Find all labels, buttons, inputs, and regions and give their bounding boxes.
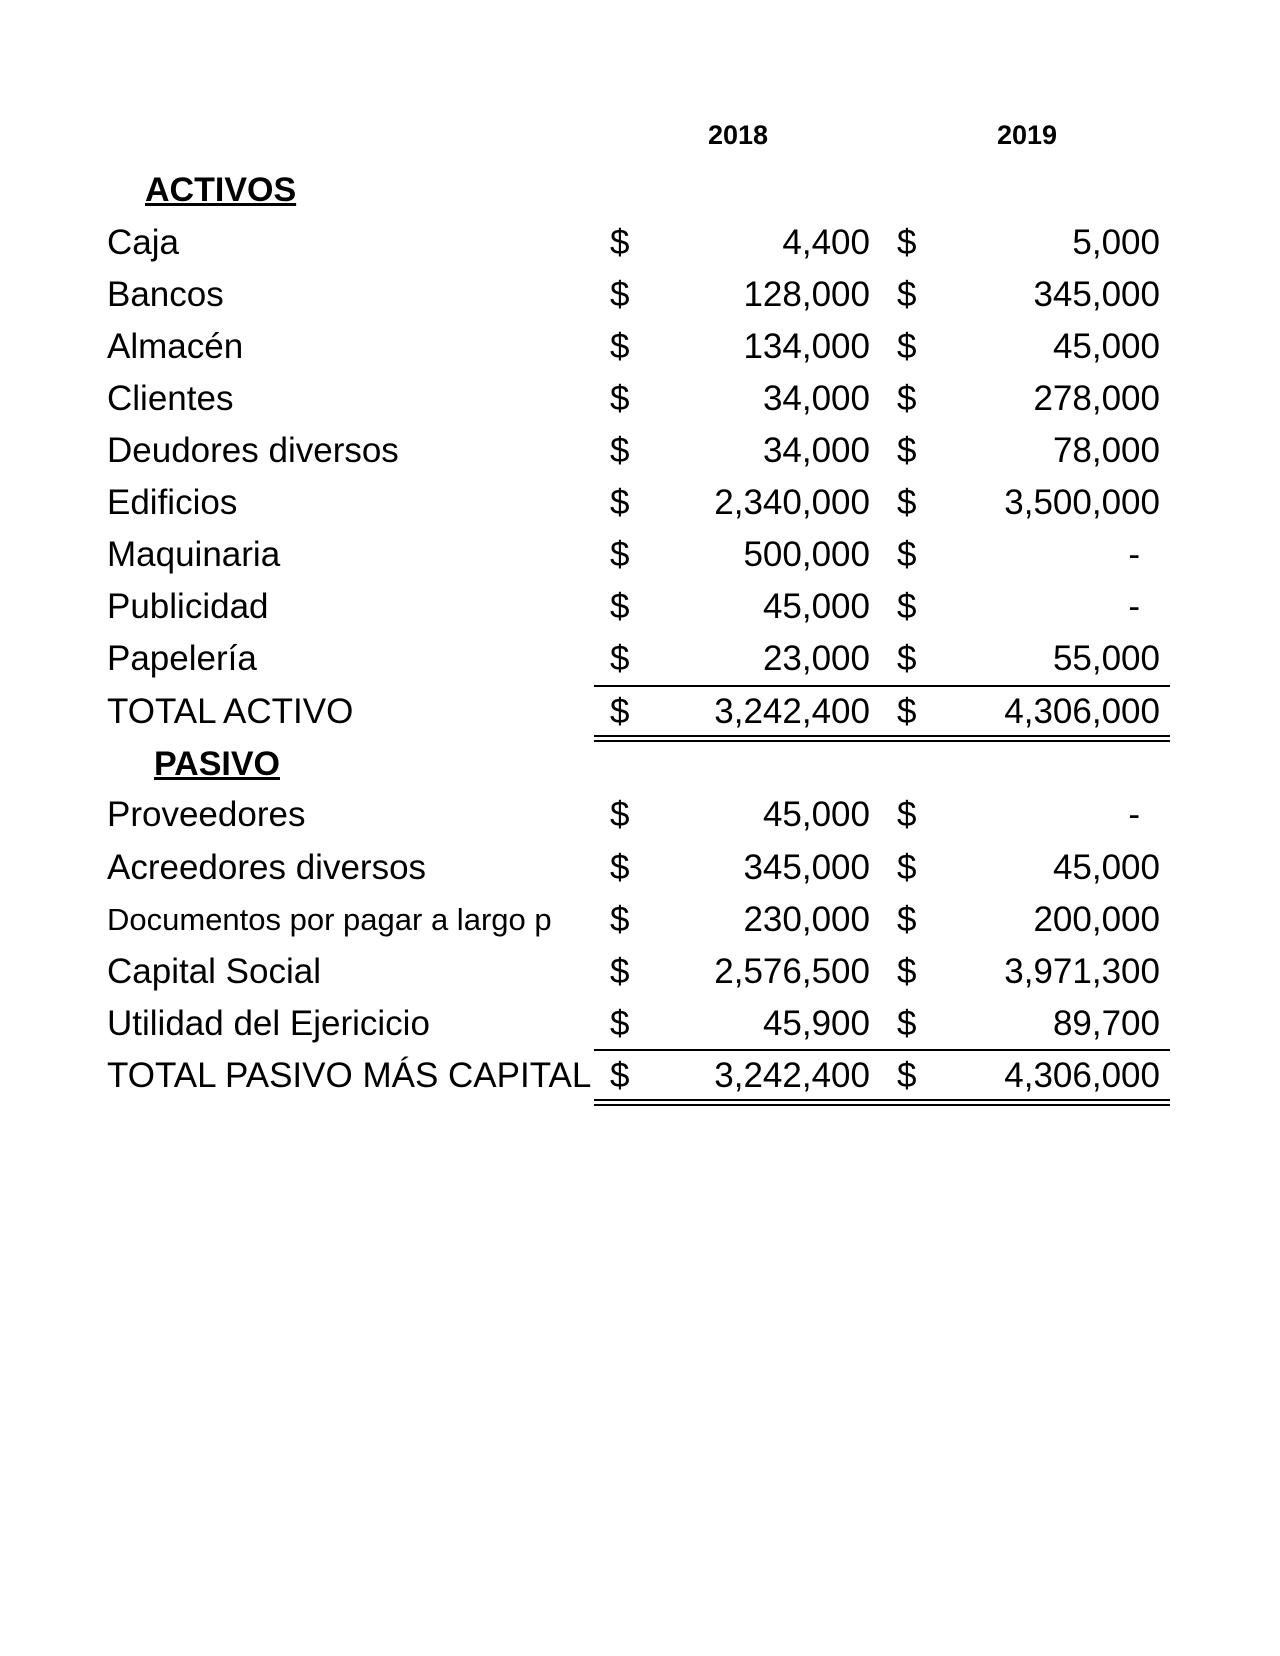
currency-symbol: $ <box>897 275 917 314</box>
total-value-2019: 4,306,000 <box>1004 1056 1160 1095</box>
row-label: Papelería <box>107 639 257 678</box>
value-2019: 5,000 <box>1072 223 1160 262</box>
row-label: Acreedores diversos <box>107 848 427 887</box>
row-label: Edificios <box>107 483 238 522</box>
currency-symbol: $ <box>610 795 630 834</box>
table-row <box>0 998 1280 1050</box>
value-2018: 128,000 <box>743 275 870 314</box>
table-row <box>0 633 1280 685</box>
currency-symbol: $ <box>610 431 630 470</box>
value-2018: 23,000 <box>762 639 870 678</box>
table-row <box>0 529 1280 581</box>
value-2018: 4,400 <box>782 223 870 262</box>
currency-symbol: $ <box>610 483 630 522</box>
value-2019: - <box>1128 795 1140 834</box>
row-label: Utilidad del Ejericicio <box>107 1004 430 1043</box>
currency-symbol: $ <box>897 535 917 574</box>
value-2018: 230,000 <box>743 900 870 939</box>
table-row <box>0 477 1280 529</box>
total-row-pasivo <box>0 1050 1280 1102</box>
currency-symbol: $ <box>610 952 630 991</box>
currency-symbol: $ <box>610 639 630 678</box>
total-double-rule <box>594 1099 1170 1106</box>
table-row <box>0 581 1280 633</box>
table-row <box>0 842 1280 894</box>
value-2018: 134,000 <box>743 327 870 366</box>
value-2018: 45,900 <box>762 1004 870 1043</box>
total-value-2019: 4,306,000 <box>1004 692 1160 731</box>
total-value-2018: 3,242,400 <box>714 692 870 731</box>
value-2019: 278,000 <box>1033 379 1160 418</box>
row-label: Publicidad <box>107 587 269 626</box>
row-label: Caja <box>107 223 179 262</box>
value-2019: - <box>1128 535 1140 574</box>
currency-symbol: $ <box>897 431 917 470</box>
row-label: TOTAL ACTIVO <box>107 692 354 731</box>
currency-symbol: $ <box>897 639 917 678</box>
table-row <box>0 373 1280 425</box>
value-2018: 45,000 <box>762 795 870 834</box>
row-label: Maquinaria <box>107 535 281 574</box>
section-title-activos: ACTIVOS <box>145 171 297 209</box>
value-2018: 500,000 <box>743 535 870 574</box>
currency-symbol: $ <box>897 379 917 418</box>
currency-symbol: $ <box>897 848 917 887</box>
currency-symbol: $ <box>610 848 630 887</box>
currency-symbol: $ <box>610 535 630 574</box>
currency-symbol: $ <box>897 587 917 626</box>
table-row <box>0 894 1280 946</box>
value-2018: 345,000 <box>743 848 870 887</box>
currency-symbol: $ <box>610 275 630 314</box>
currency-symbol: $ <box>610 1004 630 1043</box>
currency-symbol: $ <box>610 327 630 366</box>
value-2019: 45,000 <box>1052 327 1160 366</box>
currency-symbol: $ <box>610 1056 630 1095</box>
currency-symbol: $ <box>897 900 917 939</box>
column-header-2019: 2019 <box>996 120 1058 150</box>
value-2019: 3,500,000 <box>1004 483 1160 522</box>
row-label: TOTAL PASIVO MÁS CAPITAL <box>107 1056 592 1095</box>
row-label: Clientes <box>107 379 234 418</box>
row-label: Documentos por pagar a largo p <box>107 902 552 937</box>
total-row-activo <box>0 686 1280 738</box>
currency-symbol: $ <box>897 1056 917 1095</box>
table-row <box>0 217 1280 269</box>
currency-symbol: $ <box>610 379 630 418</box>
column-header-2018: 2018 <box>707 120 769 150</box>
value-2018: 34,000 <box>762 379 870 418</box>
currency-symbol: $ <box>897 1004 917 1043</box>
value-2019: 45,000 <box>1052 848 1160 887</box>
value-2018: 2,340,000 <box>714 483 870 522</box>
currency-symbol: $ <box>897 327 917 366</box>
currency-symbol: $ <box>897 692 917 731</box>
total-value-2018: 3,242,400 <box>714 1056 870 1095</box>
currency-symbol: $ <box>610 692 630 731</box>
table-row <box>0 946 1280 998</box>
value-2019: 89,700 <box>1052 1004 1160 1043</box>
currency-symbol: $ <box>897 952 917 991</box>
row-label: Capital Social <box>107 952 321 991</box>
currency-symbol: $ <box>897 795 917 834</box>
value-2019: - <box>1128 587 1140 626</box>
row-label: Deudores diversos <box>107 431 399 470</box>
currency-symbol: $ <box>610 900 630 939</box>
total-double-rule <box>594 735 1170 742</box>
value-2019: 55,000 <box>1052 639 1160 678</box>
table-row <box>0 789 1280 841</box>
value-2018: 2,576,500 <box>714 952 870 991</box>
value-2019: 3,971,300 <box>1004 952 1160 991</box>
currency-symbol: $ <box>610 223 630 262</box>
value-2019: 200,000 <box>1033 900 1160 939</box>
section-title-pasivo: PASIVO <box>154 745 280 783</box>
value-2019: 78,000 <box>1052 431 1160 470</box>
table-row <box>0 321 1280 373</box>
table-row <box>0 269 1280 321</box>
currency-symbol: $ <box>610 587 630 626</box>
value-2019: 345,000 <box>1033 275 1160 314</box>
table-row <box>0 425 1280 477</box>
row-label: Proveedores <box>107 795 306 834</box>
row-label: Bancos <box>107 275 224 314</box>
currency-symbol: $ <box>897 483 917 522</box>
currency-symbol: $ <box>897 223 917 262</box>
row-label: Almacén <box>107 327 244 366</box>
value-2018: 45,000 <box>762 587 870 626</box>
value-2018: 34,000 <box>762 431 870 470</box>
